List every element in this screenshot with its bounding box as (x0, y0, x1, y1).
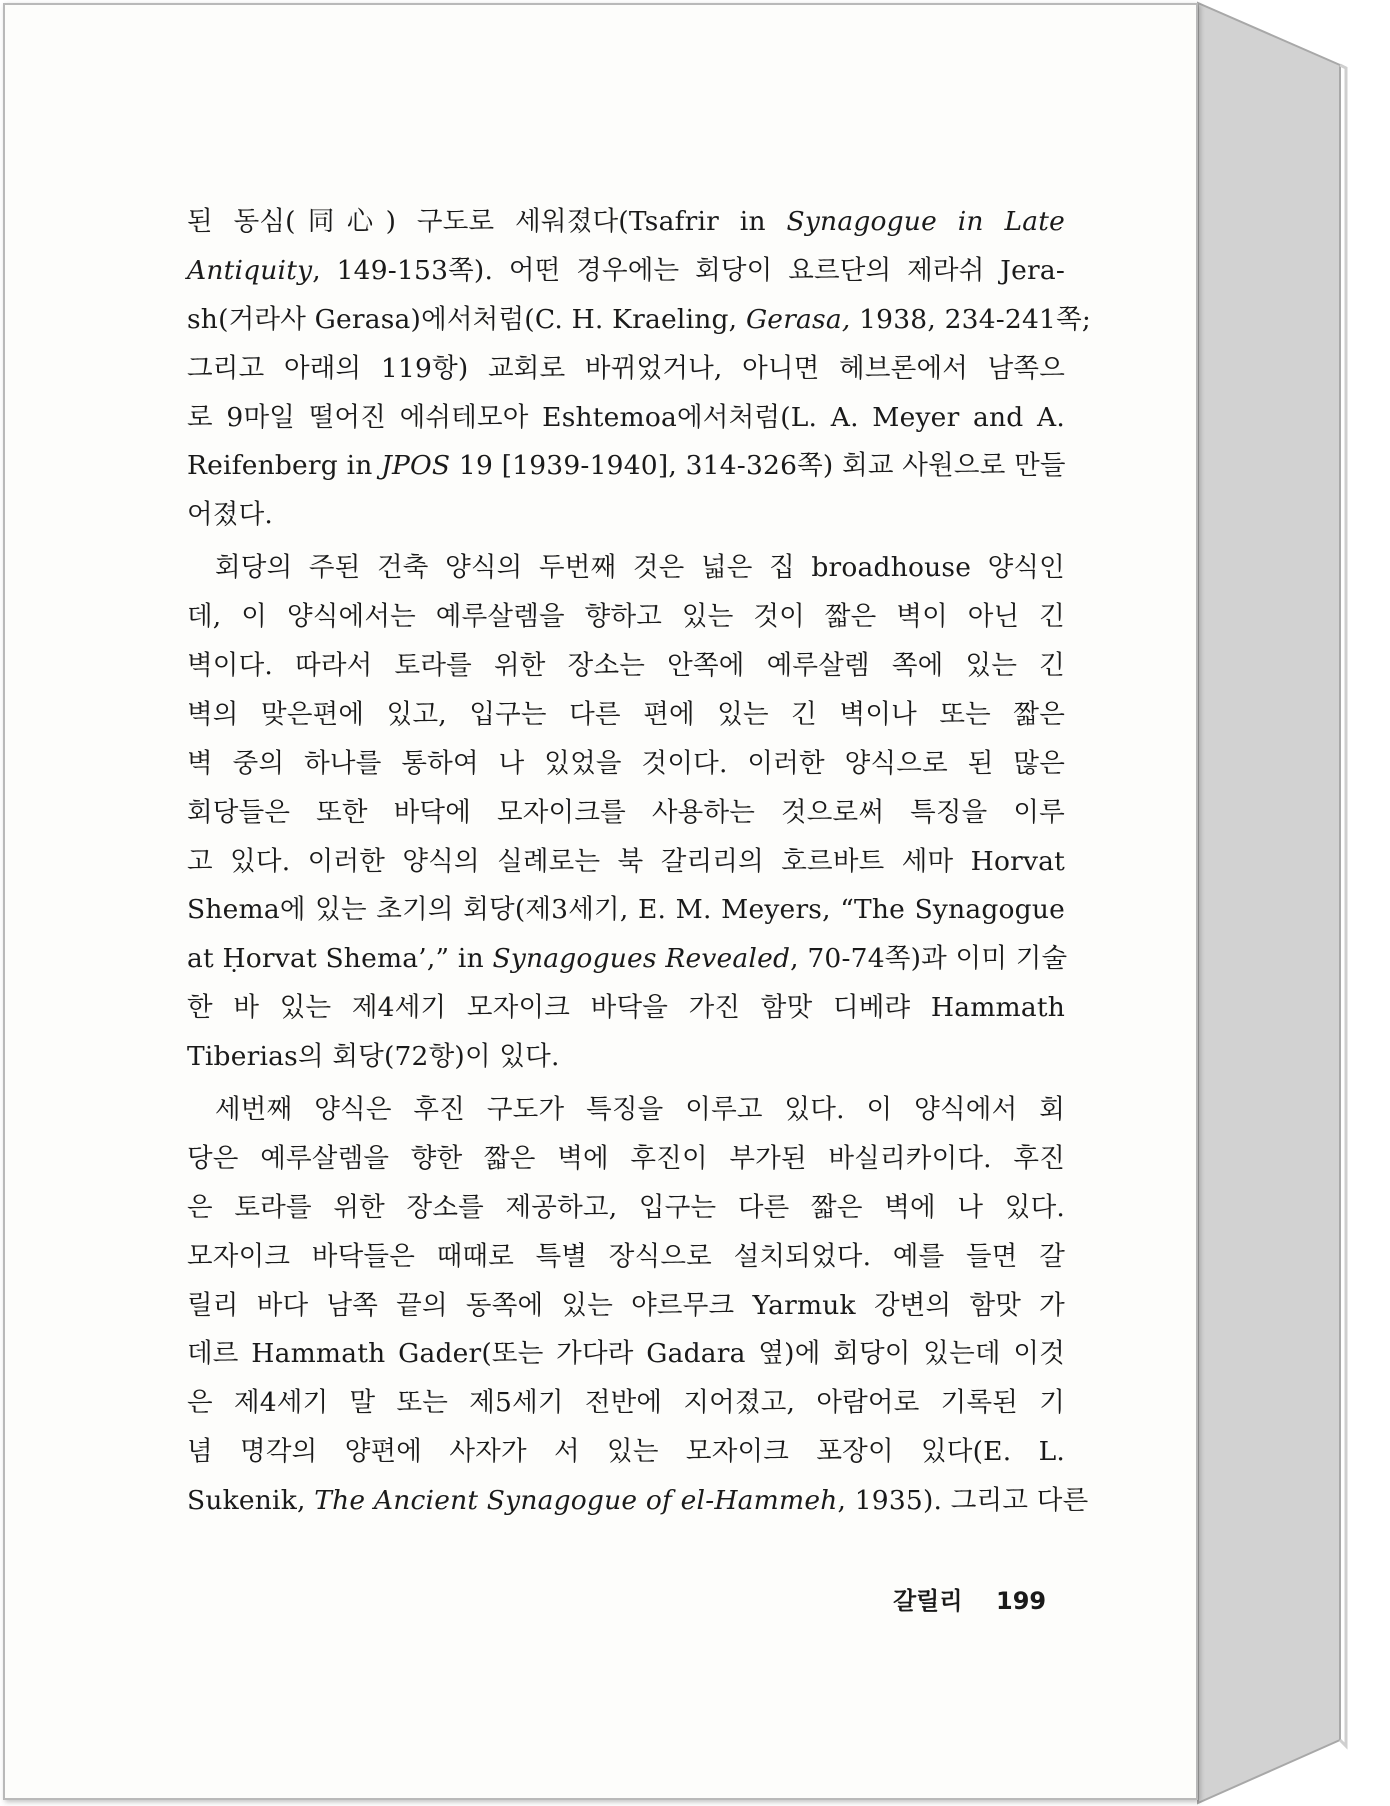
text-line: 데르 Hammath Gader(또는 가다라 Gadara 옆)에 회당이 있는데 이것 (187, 1338, 1065, 1370)
book-page (3, 3, 1198, 1800)
page-number: 199 (996, 1587, 1047, 1615)
text-line: 당은 예루살렘을 향한 짧은 벽에 후진이 부가된 바실리카이다. 후진 (187, 1142, 1065, 1174)
text-line: 념 명각의 양편에 사자가 서 있는 모자이크 포장이 있다(E. L. (187, 1436, 1065, 1468)
text-line: 한 바 있는 제4세기 모자이크 바닥을 가진 함맛 디베랴 Hammath (187, 992, 1065, 1024)
text-line: 고 있다. 이러한 양식의 실례로는 북 갈리리의 호르바트 세마 Horvat (187, 845, 1065, 877)
text-line: Reifenberg in JPOS 19 [1939-1940], 314-326쪽) 회교 사원으로 만들 (187, 450, 1066, 482)
text-line: 릴리 바다 남쪽 끝의 동쪽에 있는 야르무크 Yarmuk 강변의 함맛 가 (187, 1289, 1065, 1321)
paragraph (187, 198, 1092, 540)
text-line: Antiquity, 149-153쪽). 어떤 경우에는 회당이 요르단의 제라쉬 Jera- (187, 254, 1065, 286)
text-line: at Ḥorvat Shema’,” in Synagogues Revealed, 70-74쪽)과 이미 기술 (187, 943, 1068, 975)
body-text (187, 198, 1092, 1526)
text-line: 은 토라를 위한 장소를 제공하고, 입구는 다른 짧은 벽에 나 있다. (187, 1191, 1065, 1223)
text-line: 회당의 주된 건축 양식의 두번째 것은 넓은 집 broadhouse 양식인 (215, 552, 1065, 584)
text-line: 벽의 맞은편에 있고, 입구는 다른 편에 있는 긴 벽이나 또는 짧은 (187, 698, 1065, 730)
paragraph (187, 544, 1068, 1082)
page-footer (893, 1581, 1046, 1616)
text-line: 된 동심(同心) 구도로 세워졌다(Tsafrir in Synagogue in Late (187, 206, 1065, 237)
text-line: 회당들은 또한 바닥에 모자이크를 사용하는 것으로써 특징을 이루 (187, 796, 1065, 828)
text-line: Sukenik, The Ancient Synagogue of el-Hammeh, 1935). 그리고 다른 (187, 1485, 1089, 1517)
text-line: 은 제4세기 말 또는 제5세기 전반에 지어졌고, 아람어로 기록된 기 (187, 1387, 1065, 1419)
text-line: 어졌다. (187, 499, 274, 531)
text-line: 벽 중의 하나를 통하여 나 있었을 것이다. 이러한 양식으로 된 많은 (187, 747, 1065, 779)
text-line: Shema에 있는 초기의 회당(제3세기, E. M. Meyers, “The Synagogue (187, 894, 1065, 926)
text-line: Tiberias의 회당(72항)이 있다. (187, 1041, 560, 1073)
text-line: 그리고 아래의 119항) 교회로 바뀌었거나, 아니면 헤브론에서 남쪽으 (187, 352, 1065, 384)
text-line: 데, 이 양식에서는 예루살렘을 향하고 있는 것이 짧은 벽이 아닌 긴 (187, 601, 1065, 633)
text-line: 벽이다. 따라서 토라를 위한 장소는 안쪽에 예루살렘 쪽에 있는 긴 (187, 650, 1065, 682)
text-line: sh(거라사 Gerasa)에서처럼(C. H. Kraeling, Gerasa, 1938, 234-241쪽; (187, 303, 1092, 335)
text-line: 세번째 양식은 후진 구도가 특징을 이루고 있다. 이 양식에서 회 (215, 1094, 1065, 1126)
text-line: 로 9마일 떨어진 에쉬테모아 Eshtemoa에서처럼(L. A. Meyer and A. (187, 401, 1065, 433)
running-footer: 갈릴리 (893, 1587, 963, 1615)
text-line: 모자이크 바닥들은 때때로 특별 장식으로 설치되었다. 예를 들면 갈 (187, 1240, 1065, 1272)
paragraph (187, 1086, 1089, 1526)
